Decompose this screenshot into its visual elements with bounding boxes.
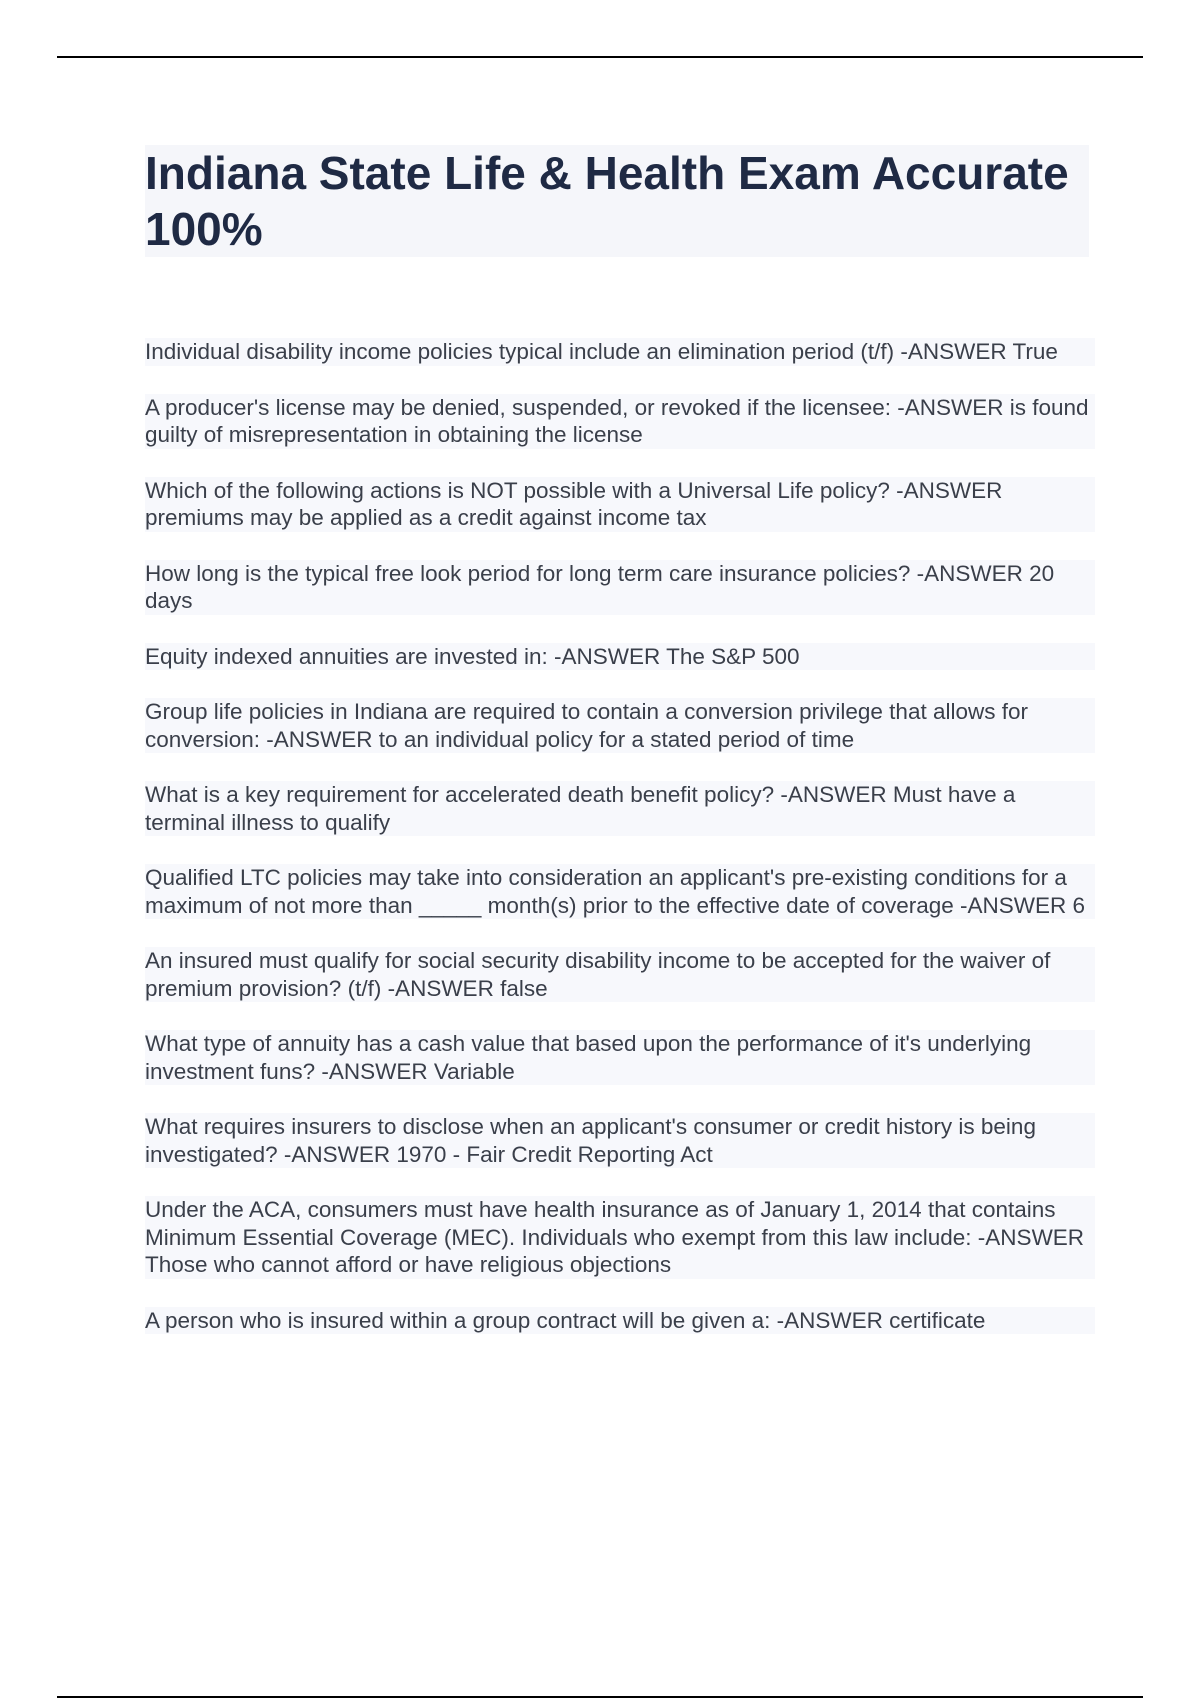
qa-item: Under the ACA, consumers must have health insurance as of January 1, 2014 that contains Minimum Essential Coverage (MEC). Individuals who exempt from this law include: -ANSWER Those who cannot afford or have religious objections [145,1196,1095,1279]
qa-item: A person who is insured within a group contract will be given a: -ANSWER certificate [145,1307,1095,1335]
qa-item: Which of the following actions is NOT possible with a Universal Life policy? -ANSWER premiums may be applied as a credit against income tax [145,477,1095,532]
qa-item: Group life policies in Indiana are required to contain a conversion privilege that allows for conversion: -ANSWER to an individual policy for a stated period of time [145,698,1095,753]
qa-item: How long is the typical free look period for long term care insurance policies? -ANSWER 20 days [145,560,1095,615]
qa-item: Qualified LTC policies may take into consideration an applicant's pre-existing conditions for a maximum of not more than _____ month(s) prior to the effective date of coverage -ANSWER 6 [145,864,1095,919]
qa-item: What requires insurers to disclose when an applicant's consumer or credit history is being investigated? -ANSWER 1970 - Fair Credit Reporting Act [145,1113,1095,1168]
qa-item: A producer's license may be denied, suspended, or revoked if the licensee: -ANSWER is found guilty of misrepresentation in obtaining the license [145,394,1095,449]
bottom-rule [57,1696,1143,1698]
qa-item: What type of annuity has a cash value that based upon the performance of it's underlying investment funs? -ANSWER Variable [145,1030,1095,1085]
qa-list [145,338,1095,1362]
qa-item: Individual disability income policies typical include an elimination period (t/f) -ANSWER True [145,338,1095,366]
qa-item: Equity indexed annuities are invested in: -ANSWER The S&P 500 [145,643,1095,671]
document-title: Indiana State Life & Health Exam Accurate 100% [145,147,1069,255]
qa-item: An insured must qualify for social security disability income to be accepted for the waiver of premium provision? (t/f) -ANSWER false [145,947,1095,1002]
title-block [145,145,1089,257]
qa-item: What is a key requirement for accelerated death benefit policy? -ANSWER Must have a terminal illness to qualify [145,781,1095,836]
top-rule [57,56,1143,58]
